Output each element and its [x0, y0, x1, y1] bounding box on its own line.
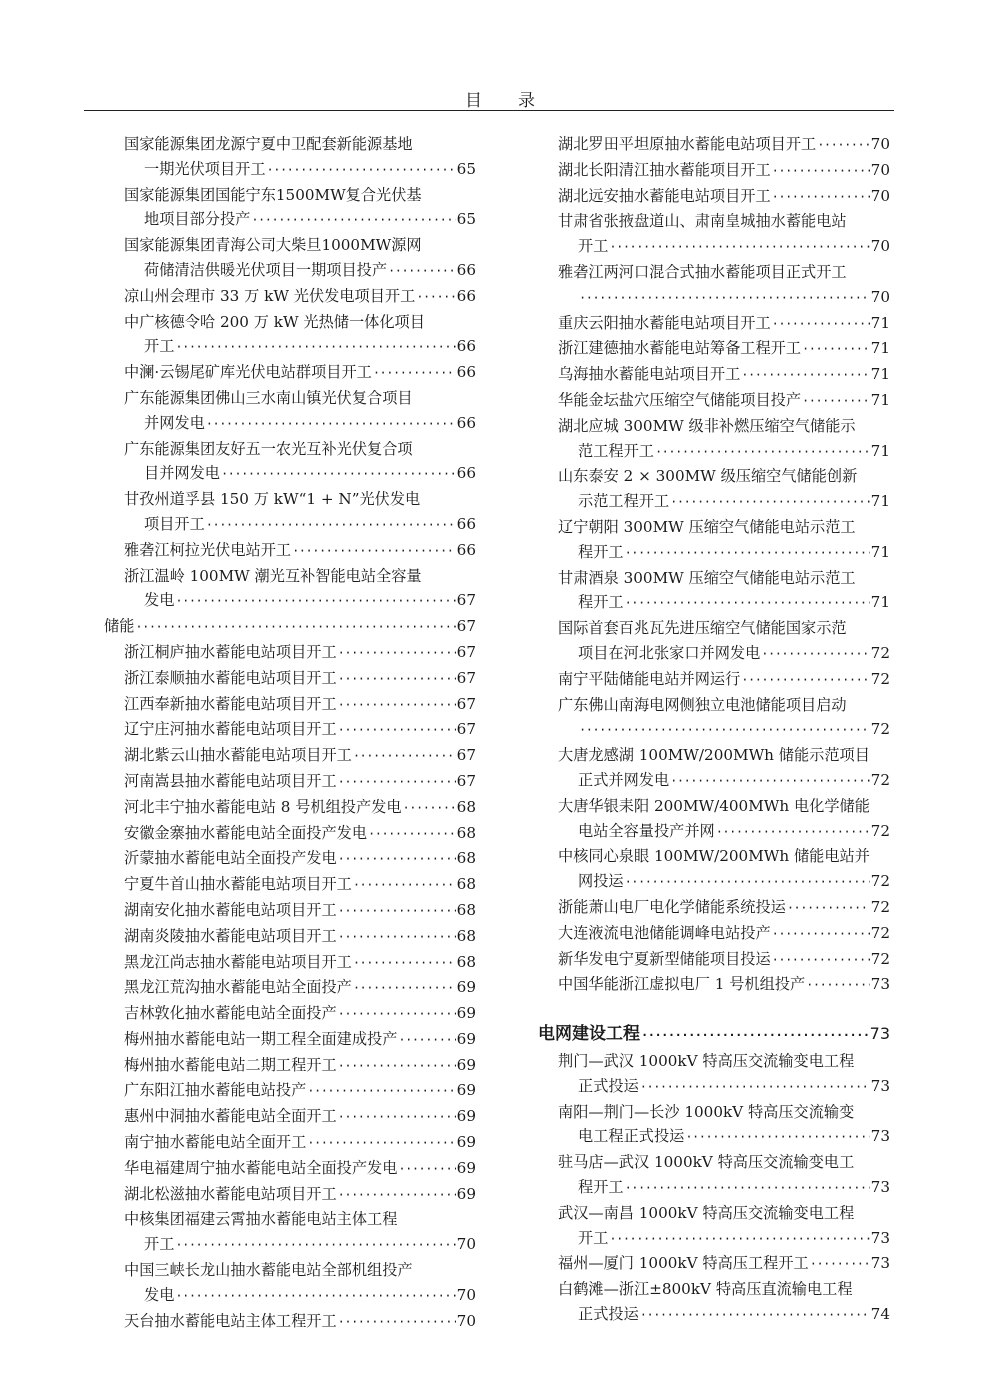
- toc-entry-text: 网投运: [578, 872, 624, 891]
- dot-leader: [670, 490, 870, 515]
- toc-entry-text: 南宁抽水蓄能电站全面开工: [124, 1133, 307, 1152]
- dot-leader: [398, 1157, 455, 1182]
- toc-page-number: 68: [456, 926, 476, 945]
- toc-page-number: 69: [456, 1081, 476, 1100]
- dot-leader: [772, 312, 870, 337]
- toc-entry[interactable]: [104, 821, 476, 847]
- toc-entry[interactable]: [538, 414, 890, 465]
- dot-leader: [353, 744, 456, 769]
- toc-entry[interactable]: [538, 972, 890, 998]
- toc-page-number: 70: [456, 1285, 476, 1304]
- toc-page-number: 66: [456, 337, 476, 356]
- toc-entry-text: 国家能源集团龙源宁夏中卫配套新能源基地: [124, 135, 413, 153]
- toc-page-number: 68: [456, 900, 476, 919]
- toc-page-number: 71: [870, 390, 890, 409]
- toc-entry[interactable]: [104, 233, 476, 284]
- toc-entry[interactable]: [538, 794, 890, 845]
- toc-page-number: 70: [456, 1235, 476, 1254]
- dot-leader: [206, 412, 456, 437]
- toc-entry[interactable]: [538, 464, 890, 515]
- toc-page-number: 67: [456, 771, 476, 790]
- toc-entry[interactable]: [538, 844, 890, 895]
- toc-entry[interactable]: [104, 1258, 476, 1309]
- toc-entry-text: 目并网发电: [144, 464, 220, 483]
- toc-page-number: 69: [456, 1158, 476, 1177]
- toc-entry-text: 国际首套百兆瓦先进压缩空气储能国家示范: [558, 619, 847, 638]
- toc-entry[interactable]: [104, 975, 476, 1001]
- toc-page-number: 66: [456, 464, 476, 483]
- dot-leader: [416, 285, 455, 310]
- toc-page-number: 73: [870, 1228, 890, 1247]
- toc-entry[interactable]: [538, 1150, 890, 1201]
- toc-entry[interactable]: [538, 921, 890, 947]
- toc-entry-text: 正式并网发电: [578, 770, 670, 789]
- toc-entry-text: 辽宁庄河抽水蓄能电站项目开工: [124, 720, 337, 739]
- toc-entry[interactable]: [538, 515, 890, 566]
- toc-entry-text: 正式投运: [578, 1076, 639, 1095]
- toc-page-number: 73: [870, 1178, 890, 1197]
- toc-entry-text: 重庆云阳抽水蓄能电站项目开工: [558, 313, 771, 332]
- toc-entry[interactable]: [104, 360, 476, 386]
- dot-leader: [373, 361, 456, 386]
- dot-leader: [772, 185, 870, 210]
- toc-entry-text: 湖北长阳清江抽水蓄能项目开工: [558, 160, 771, 179]
- dot-leader: [338, 718, 456, 743]
- toc-entry[interactable]: [104, 1207, 476, 1258]
- toc-page-number: 72: [870, 669, 890, 688]
- dot-leader: [175, 335, 455, 360]
- dot-leader: [338, 1002, 456, 1027]
- toc-entry-text: 雅砻江柯拉光伏电站开工: [124, 540, 292, 559]
- toc-page-number: 66: [456, 514, 476, 533]
- toc-page-number: 72: [870, 897, 890, 916]
- toc-entry-text: 山东泰安 2 × 300MW 级压缩空气储能创新: [558, 467, 858, 486]
- toc-entry-text: 荷储清洁供暖光伏项目一期项目投产: [144, 260, 387, 279]
- toc-major-section[interactable]: [538, 1020, 890, 1049]
- dot-leader: [338, 641, 456, 666]
- toc-page-number: 66: [456, 540, 476, 559]
- toc-page-number: 73: [870, 1076, 890, 1095]
- dot-leader: [353, 976, 456, 1001]
- dot-leader: [338, 899, 456, 924]
- toc-entry-text: 湖南炎陵抽水蓄能电站项目开工: [124, 926, 337, 945]
- toc-entry[interactable]: [538, 693, 890, 744]
- toc-entry-text: 浙江桐庐抽水蓄能电站项目开工: [124, 642, 337, 661]
- dot-leader: [625, 1176, 870, 1201]
- toc-entry-text: 中国华能浙江虚拟电厂 1 号机组投产: [558, 975, 806, 994]
- toc-entry-text: 中核同心泉眼 100MW/200MWh 储能电站并: [558, 847, 870, 866]
- toc-entry-text: 国家能源集团国能宁东1500MW复合光伏基: [124, 185, 422, 204]
- toc-entry-text: 南阳—荆门—长沙 1000kV 特高压交流输变: [558, 1102, 855, 1121]
- toc-entry-text: 甘肃酒泉 300MW 压缩空气储能电站示范工: [558, 568, 856, 587]
- dot-leader: [307, 1131, 455, 1156]
- toc-entry[interactable]: [104, 1182, 476, 1208]
- toc-entry[interactable]: [104, 1156, 476, 1182]
- toc-page-number: 70: [870, 186, 890, 205]
- toc-entry[interactable]: [538, 311, 890, 337]
- dot-leader: [772, 159, 870, 184]
- toc-entry[interactable]: [538, 1277, 890, 1328]
- toc-page-number: 70: [456, 1311, 476, 1330]
- toc-entry-text: 惠州中洞抽水蓄能电站全面开工: [124, 1107, 337, 1126]
- toc-entry-text: 武汉—南昌 1000kV 特高压交流输变电工程: [558, 1203, 855, 1222]
- toc-page-number: 66: [456, 260, 476, 279]
- toc-entry[interactable]: [104, 132, 476, 183]
- dot-leader: [609, 1227, 869, 1252]
- toc-page-number: 73: [870, 975, 890, 994]
- toc-entry-text: 河北丰宁抽水蓄能电站 8 号机组投产发电: [124, 797, 402, 816]
- toc-page-number: 70: [870, 237, 890, 256]
- toc-entry-text: 湖北松滋抽水蓄能电站项目开工: [124, 1184, 337, 1203]
- dot-leader: [579, 718, 870, 743]
- toc-entry-text: 中澜·云锡尾矿库光伏电站群项目开工: [124, 363, 372, 382]
- dot-leader: [221, 462, 456, 487]
- toc-entry-text: 黑龙江荒沟抽水蓄能电站全面投产: [124, 978, 352, 997]
- toc-page-number: 65: [456, 210, 476, 229]
- dot-leader: [625, 541, 870, 566]
- toc-entry-text: 凉山州会理市 33 万 kW 光伏发电项目开工: [124, 286, 416, 305]
- toc-entry-text: 安徽金寨抽水蓄能电站全面投产发电: [124, 823, 367, 842]
- toc-entry[interactable]: [104, 284, 476, 310]
- toc-page-number: 69: [456, 978, 476, 997]
- toc-entry-text: 大唐华银耒阳 200MW/400MWh 电化学储能: [558, 796, 870, 815]
- dot-leader: [398, 1028, 455, 1053]
- toc-entry[interactable]: [538, 388, 890, 414]
- dot-leader: [741, 363, 869, 388]
- toc-entry-text: 大唐龙感湖 100MW/200MWh 储能示范项目: [558, 746, 870, 765]
- toc-page-number: 67: [456, 642, 476, 661]
- toc-entry-text: 湖北紫云山抽水蓄能电站项目开工: [124, 746, 352, 765]
- toc-page-number: 69: [456, 1107, 476, 1126]
- toc-entry-text: 新华发电宁夏新型储能项目投运: [558, 949, 771, 968]
- toc-page-number: 67: [456, 617, 476, 636]
- dot-leader: [655, 440, 870, 465]
- toc-entry-text: 湖南安化抽水蓄能电站项目开工: [124, 900, 337, 919]
- toc-page-number: 68: [456, 823, 476, 842]
- toc-entry[interactable]: [104, 538, 476, 564]
- toc-entry-text: 广东阳江抽水蓄能电站投产: [124, 1081, 307, 1100]
- dot-leader: [338, 1105, 456, 1130]
- toc-entry[interactable]: [104, 310, 476, 361]
- dot-leader: [338, 1183, 456, 1208]
- toc-entry-text: 浙能萧山电厂电化学储能系统投运: [558, 897, 786, 916]
- toc-page-number: 72: [870, 643, 890, 662]
- toc-entry-text: 正式投运: [578, 1305, 639, 1324]
- dot-leader: [802, 337, 870, 362]
- toc-entry[interactable]: [104, 1078, 476, 1104]
- toc-page-number: 68: [456, 875, 476, 894]
- toc-page-number: 71: [870, 339, 890, 358]
- toc-entry[interactable]: [104, 1053, 476, 1079]
- toc-entry-text: 荆门—武汉 1000kV 特高压交流输变电工程: [558, 1052, 855, 1071]
- toc-page-number: 72: [870, 872, 890, 891]
- toc-entry-text: 湖北远安抽水蓄能电站项目开工: [558, 186, 771, 205]
- toc-entry[interactable]: [104, 487, 476, 538]
- toc-entry-text: 广东能源集团友好五一农光互补光伏复合项: [124, 439, 413, 458]
- toc-entry-text: 中广核德令哈 200 万 kW 光热储一体化项目: [124, 312, 425, 331]
- dot-leader: [670, 769, 870, 794]
- toc-entry-text: 梅州抽水蓄能电站一期工程全面建成投产: [124, 1029, 398, 1048]
- toc-page-number: 71: [870, 365, 890, 384]
- toc-entry[interactable]: [538, 947, 890, 973]
- toc-entry[interactable]: [104, 1309, 476, 1335]
- toc-entry-text: 梅州抽水蓄能电站二期工程开工: [124, 1055, 337, 1074]
- toc-page-number: 73: [870, 1127, 890, 1146]
- dot-leader: [716, 820, 870, 845]
- toc-entry-text: 储能: [104, 617, 135, 636]
- toc-entry-text: 项目开工: [144, 514, 205, 533]
- dot-leader: [175, 589, 455, 614]
- toc-page-number: 73: [869, 1024, 890, 1044]
- toc-page-number: 69: [456, 1029, 476, 1048]
- toc-page-number: 68: [456, 849, 476, 868]
- toc-entry-text: 发电: [144, 1285, 175, 1304]
- toc-page-number: 71: [870, 313, 890, 332]
- dot-leader: [640, 1303, 870, 1328]
- dot-leader: [625, 870, 870, 895]
- toc-entry-text: 程开工: [578, 593, 624, 612]
- dot-leader: [741, 668, 869, 693]
- dot-leader: [175, 1233, 455, 1258]
- dot-leader: [368, 822, 456, 847]
- toc-page-number: 67: [456, 720, 476, 739]
- toc-page-number: 66: [456, 286, 476, 305]
- dot-leader: [353, 951, 456, 976]
- dot-leader: [206, 513, 456, 538]
- toc-entry[interactable]: [538, 362, 890, 388]
- toc-entry-text: 吉林敦化抽水蓄能电站全面投产: [124, 1004, 337, 1023]
- toc-entry-text: 大连液流电池储能调峰电站投产: [558, 923, 771, 942]
- toc-entry[interactable]: [104, 950, 476, 976]
- toc-entry[interactable]: [104, 386, 476, 437]
- toc-entry[interactable]: [538, 260, 890, 311]
- toc-page-number: 67: [456, 694, 476, 713]
- dot-leader: [307, 1079, 455, 1104]
- toc-entry[interactable]: [538, 616, 890, 667]
- toc-page-number: 69: [456, 1055, 476, 1074]
- toc-page-number: 68: [456, 797, 476, 816]
- toc-entry[interactable]: [104, 846, 476, 872]
- toc-entry-text: 天台抽水蓄能电站主体工程开工: [124, 1311, 337, 1330]
- toc-entry[interactable]: [538, 209, 890, 260]
- toc-page-number: 70: [870, 160, 890, 179]
- toc-entry-text: 地项目部分投产: [144, 210, 251, 229]
- toc-entry-text: 浙江泰顺抽水蓄能电站项目开工: [124, 668, 337, 687]
- toc-entry[interactable]: [538, 667, 890, 693]
- toc-entry-text: 开工: [578, 1228, 609, 1247]
- toc-entry[interactable]: [104, 769, 476, 795]
- dot-leader: [338, 847, 456, 872]
- toc-page-number: 71: [870, 593, 890, 612]
- toc-entry[interactable]: [104, 795, 476, 821]
- dot-leader: [403, 796, 456, 821]
- toc-page-number: 67: [456, 668, 476, 687]
- dot-leader: [388, 259, 456, 284]
- dot-leader: [685, 1125, 869, 1150]
- toc-page-number: 72: [870, 821, 890, 840]
- toc-page-number: 69: [456, 1133, 476, 1152]
- toc-page-number: 68: [456, 952, 476, 971]
- toc-page-number: 67: [456, 746, 476, 765]
- toc-entry-text: 广东佛山南海电网侧独立电池储能项目启动: [558, 695, 847, 714]
- dot-leader: [641, 1021, 869, 1049]
- dot-leader: [640, 1075, 870, 1100]
- toc-entry-text: 项目在河北张家口并网发电: [578, 643, 761, 662]
- toc-entry-text: 程开工: [578, 1178, 624, 1197]
- dot-leader: [338, 667, 456, 692]
- toc-entry-text: 电网建设工程: [538, 1024, 640, 1045]
- toc-entry-text: 发电: [144, 591, 175, 610]
- toc-entry[interactable]: [104, 872, 476, 898]
- toc-entry-text: 国家能源集团青海公司大柴旦1000MW源网: [124, 236, 422, 255]
- toc-entry-text: 辽宁朝阳 300MW 压缩空气储能电站示范工: [558, 517, 856, 536]
- dot-leader: [338, 1054, 456, 1079]
- dot-leader: [292, 539, 456, 564]
- toc-entry[interactable]: [104, 1104, 476, 1130]
- dot-leader: [802, 389, 870, 414]
- dot-leader: [338, 925, 456, 950]
- toc-page-number: 72: [870, 923, 890, 942]
- toc-page-number: 71: [870, 441, 890, 460]
- dot-leader: [251, 208, 455, 233]
- toc-entry[interactable]: [538, 1049, 890, 1100]
- toc-entry-text: 浙江温岭 100MW 潮光互补智能电站全容量: [124, 566, 422, 585]
- toc-entry-text: 电站全容量投产并网: [578, 821, 715, 840]
- dot-leader: [579, 286, 870, 311]
- toc-entry[interactable]: [538, 743, 890, 794]
- dot-leader: [135, 615, 455, 640]
- toc-entry-text: 宁夏牛首山抽水蓄能电站项目开工: [124, 875, 352, 894]
- toc-entry[interactable]: [104, 898, 476, 924]
- toc-entry-text: 电工程正式投运: [578, 1127, 685, 1146]
- toc-entry-text: 南宁平陆储能电站并网运行: [558, 669, 741, 688]
- toc-entry[interactable]: [538, 158, 890, 184]
- toc-entry[interactable]: [104, 640, 476, 666]
- dot-leader: [338, 693, 456, 718]
- dot-leader: [772, 948, 870, 973]
- dot-leader: [761, 642, 869, 667]
- toc-entry[interactable]: [538, 1201, 890, 1252]
- toc-entry-text: 驻马店—武汉 1000kV 特高压交流输变电工: [558, 1153, 855, 1172]
- dot-leader: [338, 1310, 456, 1335]
- toc-entry[interactable]: [538, 1251, 890, 1277]
- toc-entry[interactable]: [104, 717, 476, 743]
- toc-entry-text: 白鹤滩—浙江±800kV 特高压直流输电工程: [558, 1280, 853, 1299]
- toc-entry[interactable]: [104, 666, 476, 692]
- toc-entry-text: 湖北应城 300MW 级非补燃压缩空气储能示: [558, 416, 856, 435]
- toc-page-number: 72: [870, 949, 890, 968]
- toc-entry-text: 并网发电: [144, 413, 205, 432]
- toc-entry[interactable]: [104, 437, 476, 488]
- toc-entry-text: 华电福建周宁抽水蓄能电站全面投产发电: [124, 1158, 398, 1177]
- toc-entry-text: 江西奉新抽水蓄能电站项目开工: [124, 694, 337, 713]
- toc-entry-text: 开工: [144, 1235, 175, 1254]
- toc-page-number: 72: [870, 720, 890, 739]
- toc-entry-text: 甘肃省张掖盘道山、肃南皇城抽水蓄能电站: [558, 212, 847, 231]
- toc-page-number: 70: [870, 135, 890, 153]
- toc-entry-text: 河南嵩县抽水蓄能电站项目开工: [124, 771, 337, 790]
- dot-leader: [806, 973, 870, 998]
- dot-leader: [810, 1252, 870, 1277]
- toc-page-number: 65: [456, 159, 476, 178]
- toc-entry[interactable]: [538, 336, 890, 362]
- toc-page-number: 74: [870, 1305, 890, 1324]
- dot-leader: [625, 591, 870, 616]
- toc-entry-text: 范工程开工: [578, 441, 654, 460]
- toc-entry-text: 程开工: [578, 542, 624, 561]
- toc-page-number: 66: [456, 363, 476, 382]
- toc-page-number: 70: [870, 287, 890, 306]
- toc-entry[interactable]: [104, 924, 476, 950]
- dot-leader: [817, 133, 869, 158]
- toc-entry[interactable]: [104, 1001, 476, 1027]
- dot-leader: [175, 1284, 455, 1309]
- dot-leader: [787, 896, 870, 921]
- toc-page-number: 71: [870, 492, 890, 511]
- toc-entry[interactable]: [104, 183, 476, 234]
- toc-page-number: 73: [870, 1254, 890, 1273]
- toc-page-number: 72: [870, 770, 890, 789]
- toc-entry[interactable]: [104, 1130, 476, 1156]
- toc-entry-text: 乌海抽水蓄能电站项目开工: [558, 365, 741, 384]
- toc-entry-text: 广东能源集团佛山三水南山镇光伏复合项目: [124, 388, 413, 407]
- toc-page-number: 71: [870, 542, 890, 561]
- toc-entry-text: 浙江建德抽水蓄能电站筹备工程开工: [558, 339, 801, 358]
- toc-entry-text: 雅砻江两河口混合式抽水蓄能项目正式开工: [558, 262, 847, 281]
- dot-leader: [267, 158, 456, 183]
- toc-entry[interactable]: [538, 184, 890, 210]
- toc-entry-text: 华能金坛盐穴压缩空气储能项目投产: [558, 390, 801, 409]
- toc-entry[interactable]: [104, 1027, 476, 1053]
- toc-entry-text: 湖北罗田平坦原抽水蓄能电站项目开工: [558, 135, 817, 153]
- toc-page-number: 66: [456, 413, 476, 432]
- toc-entry-text: 中国三峡长龙山抽水蓄能电站全部机组投产: [124, 1261, 413, 1280]
- toc-entry[interactable]: [104, 743, 476, 769]
- toc-right-column: [538, 132, 890, 1328]
- dot-leader: [338, 770, 456, 795]
- toc-entry-text: 示范工程开工: [578, 492, 670, 511]
- toc-entry-text: 一期光伏项目开工: [144, 159, 266, 178]
- toc-entry[interactable]: [538, 132, 890, 158]
- dot-leader: [609, 235, 869, 260]
- toc-page-number: 69: [456, 1184, 476, 1203]
- toc-left-column: [104, 132, 476, 1334]
- toc-entry-text: 开工: [578, 237, 609, 256]
- toc-entry-text: 开工: [144, 337, 175, 356]
- toc-page-number: 69: [456, 1004, 476, 1023]
- toc-section[interactable]: [104, 614, 476, 640]
- toc-entry[interactable]: [538, 1100, 890, 1151]
- toc-entry-text: 中核集团福建云霄抽水蓄能电站主体工程: [124, 1210, 398, 1229]
- toc-entry[interactable]: [104, 564, 476, 615]
- dot-leader: [772, 922, 870, 947]
- toc-entry-text: 黑龙江尚志抽水蓄能电站项目开工: [124, 952, 352, 971]
- toc-entry[interactable]: [538, 566, 890, 617]
- header-rule: [84, 110, 894, 111]
- dot-leader: [353, 873, 456, 898]
- toc-entry-text: 甘孜州道孚县 150 万 kW“1 + N”光伏发电: [124, 490, 421, 509]
- toc-entry-text: 沂蒙抽水蓄能电站全面投产发电: [124, 849, 337, 868]
- toc-entry-text: 福州—厦门 1000kV 特高压工程开工: [558, 1254, 809, 1273]
- page-header-title: 目录: [465, 91, 571, 111]
- toc-entry[interactable]: [104, 692, 476, 718]
- toc-page-number: 67: [456, 591, 476, 610]
- toc-entry[interactable]: [538, 895, 890, 921]
